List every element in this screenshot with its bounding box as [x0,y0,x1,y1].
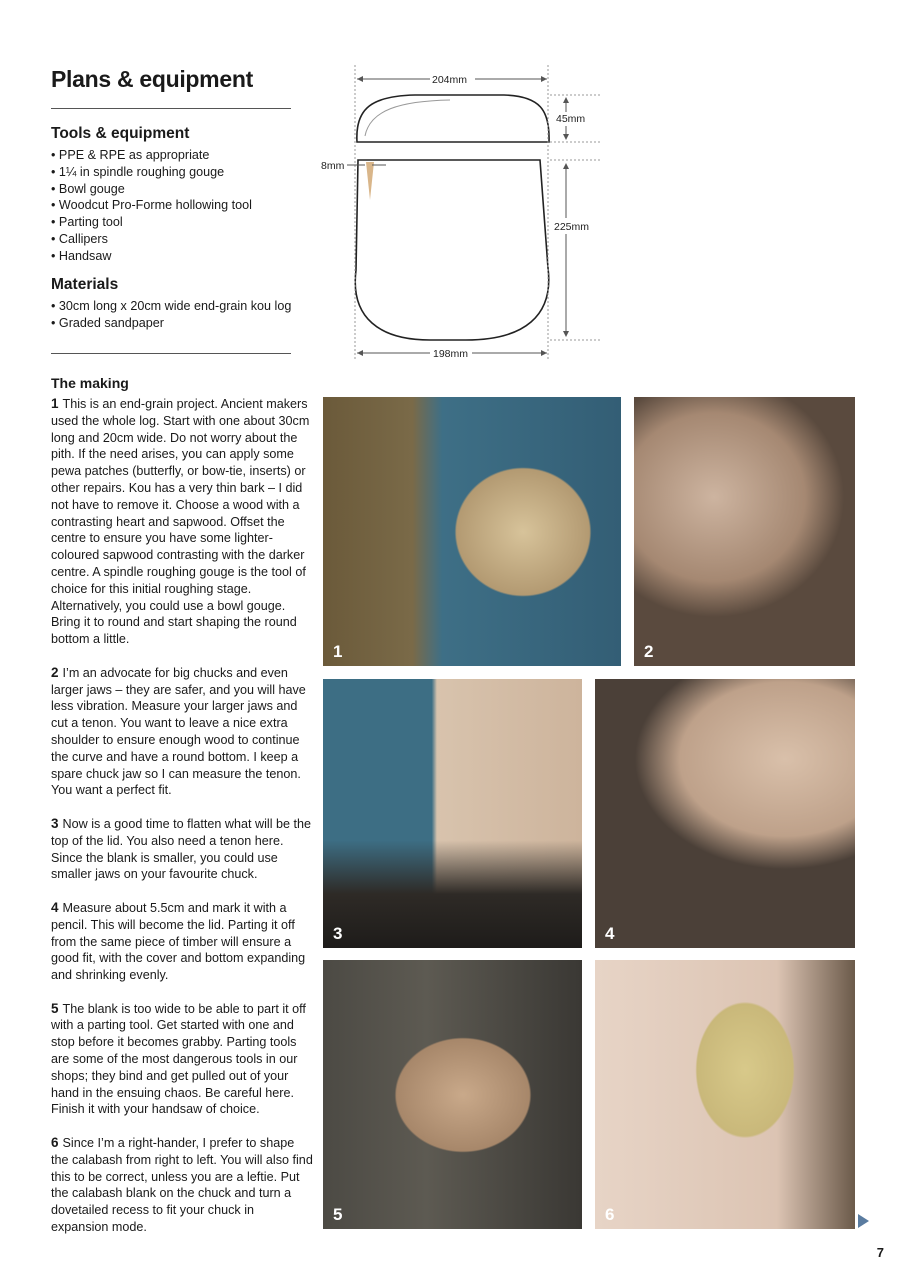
step-photo-3 [323,679,582,948]
dim-top-width: 204mm [432,74,468,86]
wall-thickness-mark [366,162,374,200]
list-item: • Callipers [51,231,252,248]
list-item: • Handsaw [51,248,252,265]
photo-caption: 1 [333,642,343,661]
step-1: 1 This is an end-grain project. Ancient makers used the whole log. Start with one about 30cm long and 20cm wide. Do not worry about the pith. If the need arises, you can apply some pewa patches (butterfly, or bow-tie, inserts) or other repairs. Kou has a very thin bark – I did not have to remove it. Choose a wood with a contrasting heart and sapwood. Offset the centre to ensure you have some lighter-coloured sapwood contrasting with the darker centre. A spindle roughing gouge is the tool of choice for this initial roughing stage. Alternatively, you could use a bowl gouge. Bring it to round and start shaping the round bottom a little. [51,396,310,647]
list-item: • Parting tool [51,214,252,231]
divider [51,108,291,109]
dim-wall: 8mm [321,160,345,172]
step-photo-5 [323,960,582,1229]
list-item: • Graded sandpaper [51,315,291,332]
divider [51,353,291,354]
list-item: • PPE & RPE as appropriate [51,147,252,164]
list-item: • Woodcut Pro-Forme hollowing tool [51,197,252,214]
dim-lid-height: 45mm [556,113,586,125]
tools-list [51,147,252,265]
page-number: 7 [876,1245,884,1260]
step-3: 3 Now is a good time to flatten what will be the top of the lid. You also need a tenon here. Since the blank is smaller, you could use smaller jaws on your favourite chuck. [51,815,312,882]
materials-heading: Materials [51,276,119,293]
dim-body-height: 225mm [554,221,590,233]
photo-caption: 3 [333,924,343,943]
materials-list [51,298,291,332]
tools-heading: Tools & equipment [51,125,190,142]
step-6: 6 Since I’m a right-hander, I prefer to shape the calabash from right to left. You will also find this to be correct, unless you are a leftie. Put the calabash blank on the chuck and turn a dovetailed recess to fit your chuck in expansion mode. [51,1135,313,1235]
step-5: 5 The blank is too wide to be able to part it off with a parting tool. Get started with one and stop before it becomes grabby. Parting tools are some of the most dangerous tools in our shops; they bind and get pulled out of your hand in the ensuing chaos. Be careful here. Finish it with your handsaw of choice. [51,1000,306,1117]
step-4: 4 Measure about 5.5cm and mark it with a pencil. This will become the lid. Parting it off from the same piece of timber will ensure a good fit, with the cover and bottom expanding and shrinking evenly. [51,899,306,983]
triangle-right-icon[interactable] [858,1214,869,1228]
step-photo-2 [634,397,855,666]
photo-caption: 6 [605,1205,615,1224]
photo-caption: 4 [605,924,615,943]
list-item: • Bowl gouge [51,181,252,198]
photo-caption: 5 [333,1205,343,1224]
step-photo-1 [323,397,621,666]
step-photo-4 [595,679,855,948]
step-2: 2 I’m an advocate for big chucks and even larger jaws – they are safer, and you will have less vibration. Measure your larger jaws and cut a tenon. You want to leave a nice extra shoulder to ensure enough wood to continue the curve and have a round bottom. I keep a spare chuck jaw so I can measure the tenon. You want a perfect fit. [51,664,306,798]
body-outline [355,160,549,340]
photo-caption: 2 [644,642,654,661]
making-steps [51,396,313,1253]
list-item: • 30cm long x 20cm wide end-grain kou log [51,298,291,315]
making-heading: The making [51,375,129,391]
dim-bottom-width: 198mm [433,348,469,360]
step-photo-6 [595,960,855,1229]
page-title: Plans & equipment [51,66,253,92]
lid-inner-line [365,100,450,136]
list-item: • 1¼ in spindle roughing gouge [51,164,252,181]
lid-outline [357,95,549,142]
calabash-plan-diagram [310,60,610,370]
